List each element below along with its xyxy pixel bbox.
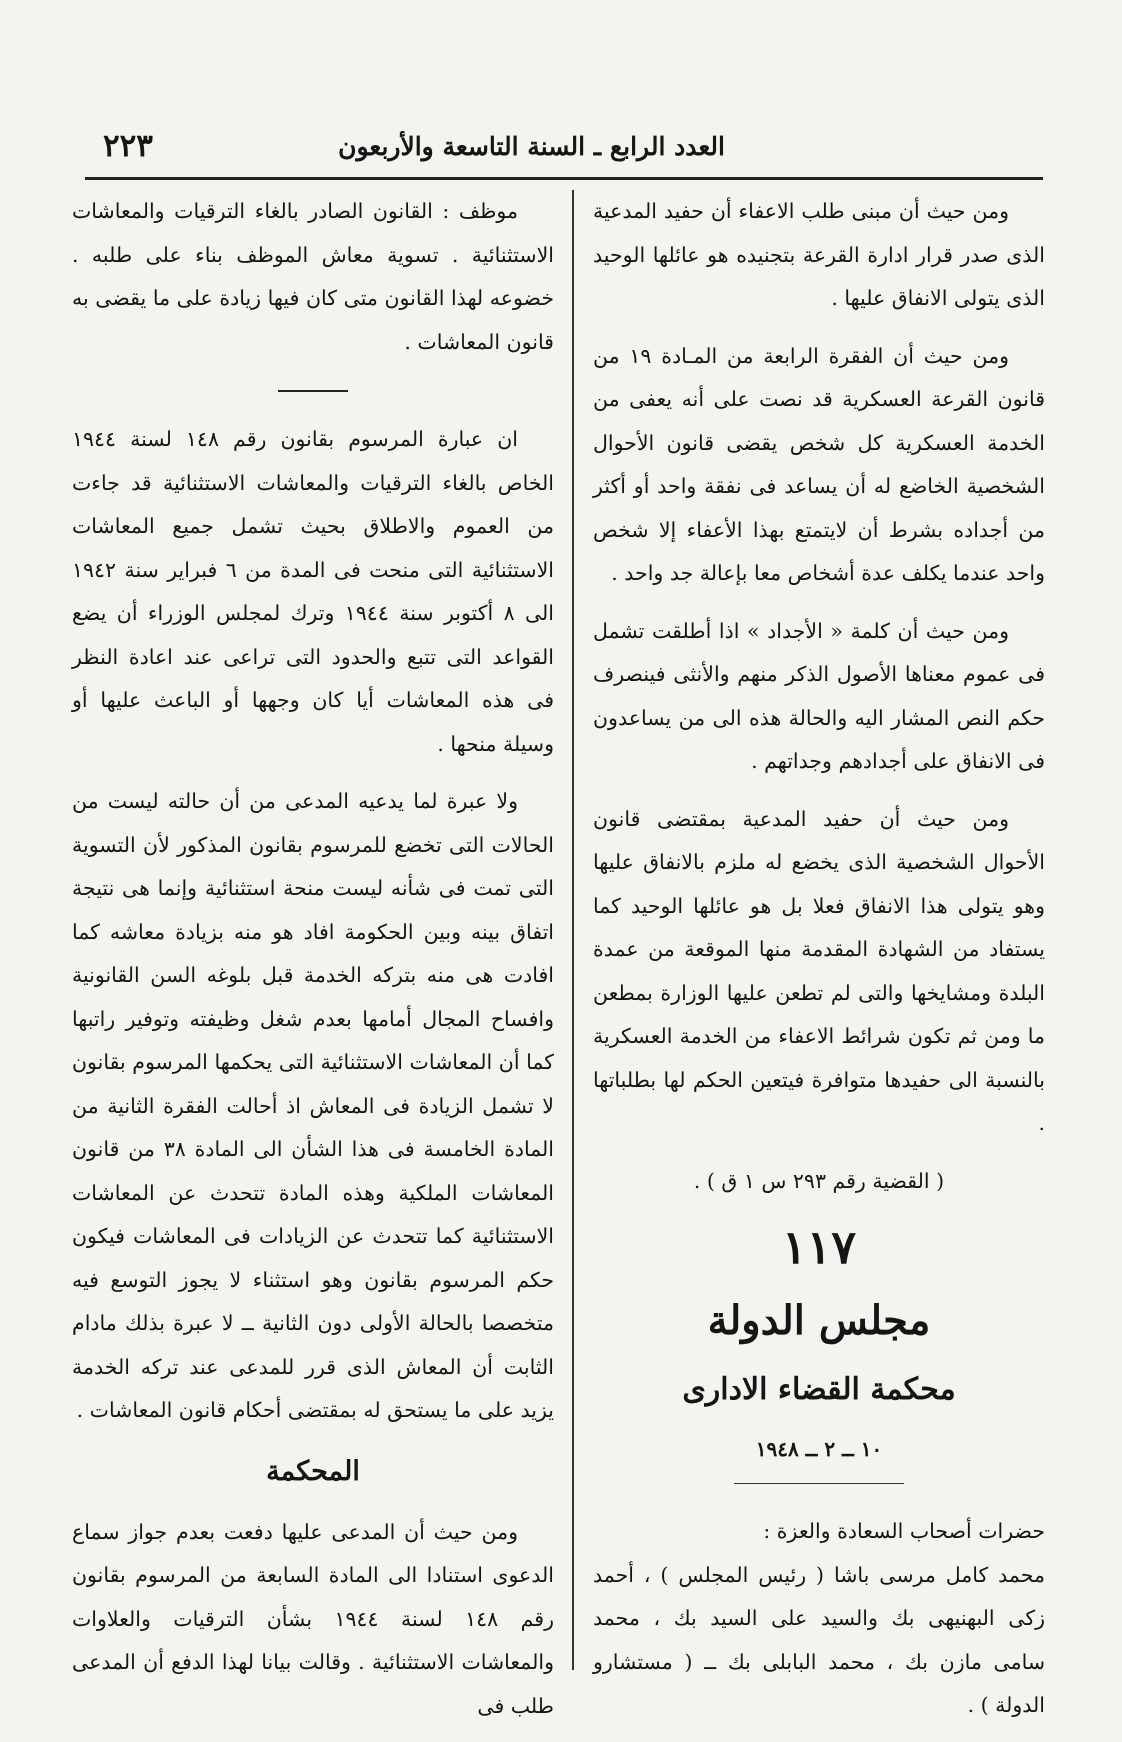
members-heading: حضرات أصحاب السعادة والعزة : [763,1519,1045,1543]
paragraph: ومن حيث أن كلمة « الأجداد » اذا أطلقت تشمل فى عموم معناها الأصول الذكر منهم والأنثى فينصرف حكم النص المشار اليه والحالة هذه الى من يساعدون فى الانفاق على أجدادهم وجداتهم . [593,618,1045,773]
intro-paragraph: موظف : القانون الصادر بالغاء الترقيات والمعاشات الاستثنائية . تسوية معاش الموظف بناء على طلبه . خضوعه لهذا القانون متى كان فيها زيادة على ما يقضى به قانون المعاشات . [72,199,554,354]
header-rule [85,177,1043,180]
members-list: محمد كامل مرسى باشا ( رئيس المجلس ) ، أحمد زكى البهنيهى بك والسيد على السيد بك ، محمد سامى مازن بك ، محمد البابلى بك ــ ( مستشارو الدولة ) . [593,1562,1045,1717]
page-header [85,128,1043,178]
paragraph: ومن حيث أن حفيد المدعية بمقتضى قانون الأحوال الشخصية الذى يخضع له ملزم بالانفاق عليها وهو يتولى هذا الانفاق فعلا بل هو عائلها الوحيد كما يستفاد من الشهادة المقدمة منها الموقعة من عمدة البلدة ومشايخها والتى لم تطعن عليها الوزارة بمطعن ما ومن ثم تكون شرائط الاعفاء من الخدمة العسكرية بالنسبة الى حفيدها متوافرة فيتعين الحكم لها بطلباتها . [593,806,1045,1135]
case-reference: ( القضية رقم ٢٩٣ س ١ ق ) . [693,1168,945,1193]
principle-paragraph: ان عبارة المرسوم بقانون رقم ١٤٨ لسنة ١٩٤٤ الخاص بالغاء الترقيات والمعاشات الاستثنائية قد جاءت من العموم والاطلاق بحيث تشمل جميع المعاشات الاستثنائية التى منحت فى المدة من ٦ فبراير سنة ١٩٤٢ الى ٨ أكتوبر سنة ١٩٤٤ وترك لمجلس الوزراء أن يضع القواعد التى تتبع والحدود التى تراعى عند اعادة النظر فى هذه المعاشات أيا كان وجهها أو الباعث عليها أو وسيلة منحها . [72,427,555,756]
council-title: مجلس الدولة [707,1297,931,1344]
page-number: ٢٢٣ [103,128,153,164]
section-title: المحكمة [266,1455,360,1487]
paragraph: ومن حيث أن مبنى طلب الاعفاء أن حفيد المدعية الذى صدر قرار ادارة القرعة بتجنيده هو عائلها الوحيد الذى يتولى الانفاق عليها . [593,199,1045,310]
right-column [593,190,1045,1742]
running-title: العدد الرابع ـ السنة التاسعة والأربعون [338,132,725,161]
principle-paragraph: ولا عبرة لما يدعيه المدعى من أن حالته ليست من الحالات التى تخضع للمرسوم بقانون المذكور لأن التسوية التى تمت فى شأنه ليست منحة استثنائية وإنما هى نتيجة اتفاق بينه وبين الحكومة افاد هو منه بزيادة معاشه كما افادت هى منه بتركه الخدمة قبل بلوغه السن القانونية وافساح المجال أمامها بعدم شغل وظيفته وتوفير راتبها كما أن المعاشات الاستثنائية التى يحكمها المرسوم بقانون لا تشمل الزيادة فى المعاش اذ أحالت الفقرة الثانية من المادة الخامسة فى هذا الشأن الى المادة ٣٨ من قانون المعاشات الملكية وهذه المادة تتحدث عن المعاشات الاستثنائية كما تتحدث عن الزيادات فى المعاشات فيكون حكم المرسوم بقانون وهو استثناء لا يجوز التوسع فيه متخصصا بالحالة الأولى دون الثانية ــ لا عبرة بذلك مادام الثابت أن المعاش الذى قرر للمدعى عند تركه الخدمة يزيد على ما يستحق له بمقتضى أحكام قانون المعاشات . [72,789,555,1422]
decision-number: ١١٧ [781,1220,857,1274]
court-paragraph: ومن حيث أن المدعى عليها دفعت بعدم جواز سماع الدعوى استنادا الى المادة السابعة من المرسوم بقانون رقم ١٤٨ لسنة ١٩٤٤ بشأن الترقيات والعلاوات والمعاشات الاستثنائية . وقالت بيانا لهذا الدفع أن المدعى طلب فى [72,1519,554,1718]
left-column [72,190,554,1742]
decision-date: ١٠ ــ ٢ ــ ١٩٤٨ [755,1437,883,1461]
court-title: محكمة القضاء الادارى [682,1372,956,1407]
date-rule [734,1483,904,1484]
paragraph: ومن حيث أن الفقرة الرابعة من المـادة ١٩ من قانون القرعة العسكرية قد نصت على أنه يعفى من الخدمة العسكرية كل شخص يقضى قانون الأحوال الشخصية الخاضع له أن يساعد فى نفقة واحد أو أكثر من أجداده بشرط أن لايتمتع بهذا الأعفاء إلا شخص واحد عندما يكلف عدة أشخاص معا بإعالة جد واحد . [593,343,1045,585]
column-divider [572,190,574,1670]
section-rule [278,390,348,392]
